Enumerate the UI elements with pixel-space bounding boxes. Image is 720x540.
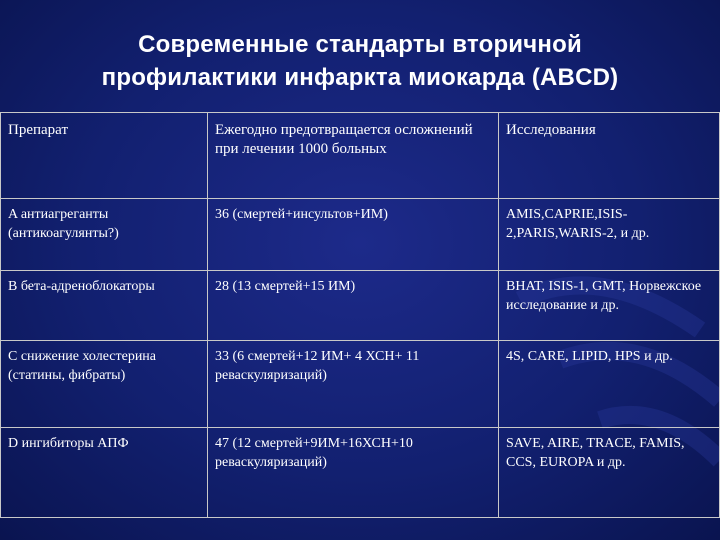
studies-cell: 4S, CARE, LIPID, HPS и др.: [499, 341, 720, 427]
slide-title-line-2: профилактики инфаркта миокарда (ABCD): [101, 64, 619, 91]
table-row: [1, 341, 720, 427]
table-row: [1, 199, 720, 271]
studies-cell: BHAT, ISIS-1, GMT, Норвежское исследование и др.: [499, 271, 720, 341]
prevented-cell: 33 (6 смертей+12 ИМ+ 4 ХСН+ 11 реваскуляризаций): [208, 341, 499, 427]
header-drug: Препарат: [1, 113, 208, 199]
drug-text: ингибиторы АПФ: [21, 435, 129, 451]
row-letter: A: [8, 207, 18, 223]
drug-cell: [1, 341, 208, 427]
table-row: [1, 427, 720, 517]
header-prevented: Ежегодно предотвращается осложнений при лечении 1000 больных: [208, 113, 499, 199]
studies-cell: AMIS,CAPRIE,ISIS-2,PARIS,WARIS-2, и др.: [499, 199, 720, 271]
header-studies: Исследования: [499, 113, 720, 199]
table-row: [1, 271, 720, 341]
row-letter: D: [8, 435, 19, 451]
prevented-cell: 36 (смертей+инсультов+ИМ): [208, 199, 499, 271]
slide-title-line-1: Современные стандарты вторичной: [138, 31, 582, 58]
prevented-cell: 47 (12 смертей+9ИМ+16ХСН+10 реваскуляризаций): [208, 427, 499, 517]
row-letter: C: [8, 349, 18, 365]
drug-text: антиагреганты (антикоагулянты?): [8, 207, 119, 242]
abcd-table: [0, 112, 720, 518]
row-letter: B: [8, 279, 18, 295]
drug-text: снижение холестерина (статины, фибраты): [8, 349, 157, 384]
drug-cell: [1, 271, 208, 341]
prevented-cell: 28 (13 смертей+15 ИМ): [208, 271, 499, 341]
table-header-row: [1, 113, 720, 199]
drug-cell: [1, 199, 208, 271]
drug-text: бета-адреноблокаторы: [20, 279, 155, 295]
slide-title: [0, 28, 720, 94]
studies-cell: SAVE, AIRE, TRACE, FAMIS, CCS, EUROPA и др.: [499, 427, 720, 517]
drug-cell: [1, 427, 208, 517]
